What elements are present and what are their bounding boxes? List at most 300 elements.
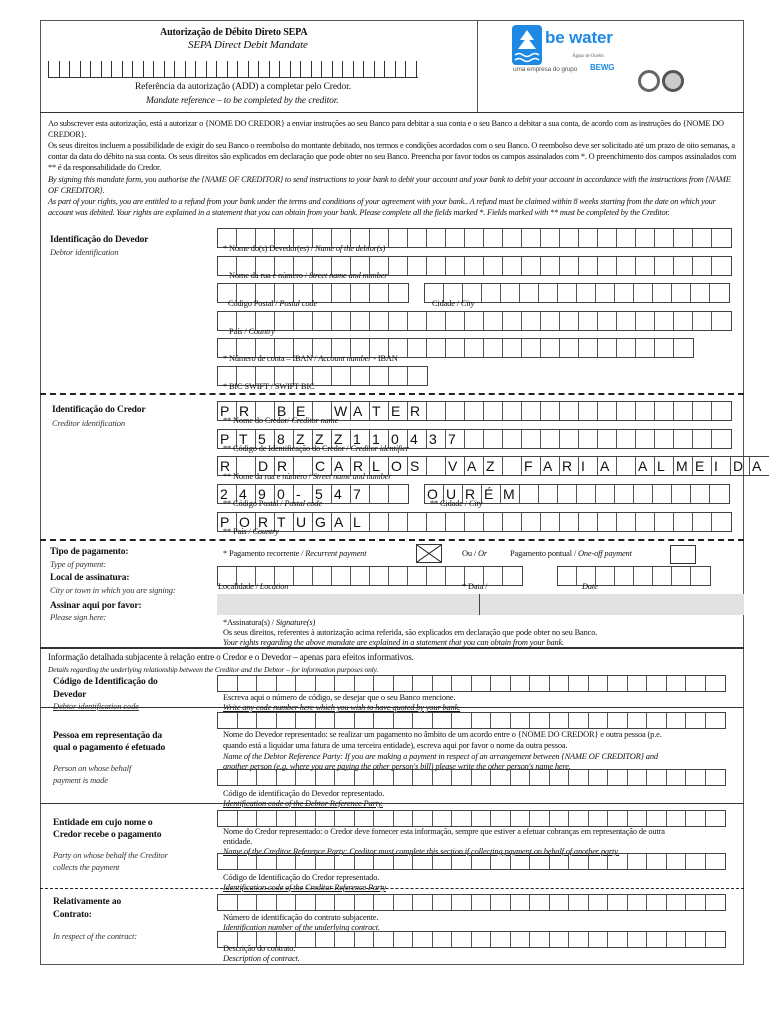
char-cell: I: [579, 457, 598, 475]
reference-tick: [363, 61, 364, 77]
char-cell: [238, 811, 258, 826]
reference-tick: [248, 61, 249, 77]
char-cell: [636, 430, 655, 448]
entity-code-pt: Código de Identificação do Credor representado.: [223, 873, 380, 882]
char-cell: [452, 676, 472, 691]
char-cell: L: [351, 513, 370, 531]
sign-here-subtitle: Please sign here:: [50, 612, 107, 622]
reference-tick: [258, 61, 259, 77]
debtor-street-label-en: Street name and number: [308, 271, 388, 280]
char-cell: [598, 312, 617, 330]
char-cell: [296, 854, 316, 869]
creditor-reference-code-input[interactable]: [217, 853, 726, 870]
char-cell: [433, 895, 453, 910]
char-cell: [686, 811, 706, 826]
signature-field-1[interactable]: [217, 594, 480, 615]
char-cell: 4: [408, 430, 427, 448]
char-cell: [511, 676, 531, 691]
intro-en-1: By signing this mandate form, you authorise the {NAME OF CREDITOR} to send instructions to your bank to debit your account and your bank to debit your account in accordance with the instructions from {NAME OF CREDITOR}.: [48, 175, 731, 195]
char-cell: [257, 676, 277, 691]
char-cell: [238, 895, 258, 910]
char-cell: [491, 932, 511, 947]
char-cell: [394, 854, 414, 869]
date-input[interactable]: [557, 566, 711, 586]
debtor-reference-name-input[interactable]: [217, 712, 726, 729]
char-cell: [579, 430, 598, 448]
char-cell: 1: [370, 430, 389, 448]
reference-tick: [80, 61, 81, 77]
char-cell: [277, 811, 297, 826]
char-cell: [446, 402, 465, 420]
char-cell: [569, 676, 589, 691]
char-cell: [560, 430, 579, 448]
entity-title-2: Credor recebe o pagamento: [53, 830, 162, 840]
char-cell: [484, 257, 503, 275]
char-cell: [257, 811, 277, 826]
char-cell: A: [465, 457, 484, 475]
debtor-code-title-2: Devedor: [53, 690, 87, 700]
char-cell: [560, 402, 579, 420]
char-cell: [408, 367, 427, 385]
group-prefix: uma empresa do grupo: [513, 66, 578, 73]
contract-id-input[interactable]: [217, 894, 726, 911]
char-cell: [686, 676, 706, 691]
char-cell: [355, 895, 375, 910]
char-cell: [370, 567, 389, 585]
char-cell: [484, 229, 503, 247]
char-cell: [351, 284, 370, 302]
char-cell: [691, 485, 710, 503]
creditor-street-label-en: Street name and number: [312, 472, 392, 481]
char-cell: [706, 895, 726, 910]
char-cell: [503, 312, 522, 330]
char-cell: [712, 312, 731, 330]
char-cell: [674, 257, 693, 275]
entity-pt-2: entidade.: [223, 837, 253, 846]
char-cell: 9: [256, 485, 275, 503]
char-cell: [370, 284, 389, 302]
reference-tick: [405, 61, 406, 77]
char-cell: [484, 513, 503, 531]
char-cell: [598, 513, 617, 531]
char-cell: [647, 713, 667, 728]
char-cell: [257, 770, 277, 785]
person-title-2: qual o pagamento é efetuado: [53, 743, 166, 753]
char-cell: [277, 895, 297, 910]
char-cell: A: [636, 457, 655, 475]
debtor-iban-label: * Número de conta – IBAN /: [223, 354, 319, 363]
char-cell: [520, 284, 539, 302]
reference-tick: [342, 61, 343, 77]
debtor-reference-code-input[interactable]: [217, 769, 726, 786]
char-cell: [596, 485, 615, 503]
creditor-country-label-en: Country: [252, 527, 279, 536]
char-cell: [413, 770, 433, 785]
location-label: Localidade /: [218, 582, 260, 591]
char-cell: 8: [275, 430, 294, 448]
char-cell: [706, 713, 726, 728]
char-cell: [427, 457, 446, 475]
creditor-city-label: ** Cidade /: [430, 499, 469, 508]
char-cell: [598, 257, 617, 275]
certification-seal-icon: [662, 70, 684, 92]
char-cell: [351, 567, 370, 585]
char-cell: [541, 430, 560, 448]
char-cell: [667, 811, 687, 826]
debtor-city-label-en: City: [460, 299, 475, 308]
char-cell: [427, 402, 446, 420]
char-cell: R: [275, 457, 294, 475]
char-cell: [370, 312, 389, 330]
char-cell: [655, 229, 674, 247]
recurrent-label-en: Recurrent payment: [305, 549, 367, 558]
char-cell: [686, 770, 706, 785]
char-cell: [636, 229, 655, 247]
char-cell: 0: [275, 485, 294, 503]
char-cell: [277, 676, 297, 691]
char-cell: [316, 770, 336, 785]
char-cell: [394, 770, 414, 785]
debtor-code-subtitle: Debtor identification code: [53, 701, 139, 711]
char-cell: [313, 567, 332, 585]
char-cell: [615, 284, 634, 302]
char-cell: [672, 284, 691, 302]
payment-type-subtitle: Type of payment:: [50, 559, 106, 569]
char-cell: I: [712, 457, 731, 475]
char-cell: [218, 811, 238, 826]
char-cell: [655, 513, 674, 531]
location-label-en: Location: [259, 582, 289, 591]
char-cell: [589, 713, 609, 728]
creditor-country-field[interactable]: [217, 512, 732, 532]
char-cell: [522, 402, 541, 420]
char-cell: [511, 854, 531, 869]
form-subtitle: SEPA Direct Debit Mandate: [188, 39, 308, 51]
char-cell: [389, 312, 408, 330]
char-cell: [674, 513, 693, 531]
char-cell: É: [482, 485, 501, 503]
contract-title: Relativamente ao: [53, 897, 122, 907]
char-cell: [484, 402, 503, 420]
char-cell: [520, 485, 539, 503]
char-cell: [491, 770, 511, 785]
entity-subtitle-2: collects the payment: [53, 862, 120, 872]
char-cell: [433, 854, 453, 869]
char-cell: Z: [484, 457, 503, 475]
char-cell: [598, 430, 617, 448]
char-cell: [655, 402, 674, 420]
char-cell: [655, 257, 674, 275]
char-cell: [617, 430, 636, 448]
intro-pt-2: Os seus direitos incluem a possibilidade de exigir do seu Banco o reembolso do montante debitado, nos termos e condições acordados com o seu Banco. O reembolso deve ser solicitado até um prazo de oito semanas, a contar da data do débito na sua conta. Os seus direitos são explicados em declaração que pode obter no seu Banco. Preencha por favor todos os campos assinalados com *. O preenchimento dos campos assinalados com ** é da responsabilidade do Credor.: [48, 141, 737, 172]
char-cell: [647, 932, 667, 947]
char-cell: [433, 676, 453, 691]
char-cell: [472, 895, 492, 910]
char-cell: [530, 676, 550, 691]
char-cell: [579, 513, 598, 531]
debtor-street-label: Nome da rua e número /: [229, 271, 309, 280]
char-cell: [408, 257, 427, 275]
char-cell: A: [332, 457, 351, 475]
debtor-country-input[interactable]: [217, 311, 732, 331]
mandate-reference-field[interactable]: [48, 60, 418, 78]
char-cell: U: [444, 485, 463, 503]
char-cell: [628, 676, 648, 691]
person-subtitle: Person on whose behalf: [53, 763, 132, 773]
section-divider: [40, 539, 744, 541]
reference-tick: [374, 61, 375, 77]
char-cell: [218, 895, 238, 910]
char-cell: [465, 402, 484, 420]
char-cell: [491, 676, 511, 691]
recurrent-label: * Pagamento recorrente /: [223, 549, 306, 558]
char-cell: [316, 895, 336, 910]
char-cell: [569, 713, 589, 728]
section-divider: [40, 803, 744, 804]
char-cell: [257, 854, 277, 869]
reference-tick: [48, 61, 49, 77]
char-cell: [686, 895, 706, 910]
char-cell: [712, 402, 731, 420]
char-cell: A: [351, 402, 370, 420]
char-cell: [374, 811, 394, 826]
contract-desc-pt: Descrição do contrato.: [223, 944, 296, 953]
char-cell: [413, 676, 433, 691]
char-cell: [667, 676, 687, 691]
char-cell: F: [522, 457, 541, 475]
char-cell: [530, 811, 550, 826]
char-cell: [550, 932, 570, 947]
char-cell: [569, 811, 589, 826]
or-label-en: Or: [478, 549, 488, 558]
debtor-section-title: Identificação do Devedor: [50, 235, 149, 245]
char-cell: [560, 513, 579, 531]
char-cell: [655, 430, 674, 448]
char-cell: [636, 402, 655, 420]
char-cell: 4: [332, 485, 351, 503]
debtor-iban-label-en: Account number: [318, 354, 372, 363]
char-cell: [465, 339, 484, 357]
char-cell: [589, 895, 609, 910]
char-cell: [691, 567, 710, 585]
char-cell: [277, 713, 297, 728]
char-cell: [617, 402, 636, 420]
char-cell: [491, 811, 511, 826]
char-cell: L: [370, 457, 389, 475]
char-cell: C: [313, 457, 332, 475]
char-cell: [615, 567, 634, 585]
char-cell: [484, 430, 503, 448]
char-cell: [577, 284, 596, 302]
reference-tick: [237, 61, 238, 77]
creditor-section-subtitle: Creditor identification: [52, 418, 125, 428]
char-cell: [313, 367, 332, 385]
char-cell: [389, 567, 408, 585]
mandate-reference-label: Referência da autorização (ADD) a completar pelo Credor.: [135, 82, 351, 92]
reference-tick: [206, 61, 207, 77]
char-cell: [655, 312, 674, 330]
debtor-iban-suffix: - IBAN: [371, 354, 398, 363]
char-cell: [539, 284, 558, 302]
reference-tick: [395, 61, 396, 77]
char-cell: [374, 932, 394, 947]
char-cell: [355, 811, 375, 826]
char-cell: [712, 430, 731, 448]
char-cell: [511, 770, 531, 785]
char-cell: [503, 513, 522, 531]
char-cell: [608, 932, 628, 947]
contract-title-2: Contrato:: [53, 910, 92, 920]
char-cell: [653, 485, 672, 503]
char-cell: [503, 339, 522, 357]
debtor-section-subtitle: Debtor identification: [50, 247, 119, 257]
checkmark-x-icon: [417, 545, 441, 562]
char-cell: [539, 485, 558, 503]
char-cell: [335, 854, 355, 869]
char-cell: [389, 284, 408, 302]
char-cell: O: [237, 513, 256, 531]
char-cell: [503, 402, 522, 420]
char-cell: [530, 895, 550, 910]
char-cell: [465, 430, 484, 448]
char-cell: [550, 676, 570, 691]
char-cell: [296, 713, 316, 728]
char-cell: E: [389, 402, 408, 420]
brand-subtitle: Águas de Ourém: [572, 54, 604, 59]
char-cell: [374, 895, 394, 910]
char-cell: [316, 811, 336, 826]
signature-field-2[interactable]: [480, 594, 744, 615]
char-cell: S: [408, 457, 427, 475]
char-cell: [316, 713, 336, 728]
char-cell: [667, 713, 687, 728]
char-cell: [608, 895, 628, 910]
contract-subtitle: In respect of the contract:: [53, 931, 137, 941]
char-cell: [335, 932, 355, 947]
char-cell: [511, 811, 531, 826]
char-cell: [351, 312, 370, 330]
char-cell: [296, 895, 316, 910]
form-title: Autorização de Débito Direto SEPA: [160, 27, 308, 38]
char-cell: [617, 513, 636, 531]
char-cell: [686, 854, 706, 869]
char-cell: [394, 895, 414, 910]
char-cell: [686, 932, 706, 947]
char-cell: [617, 457, 636, 475]
char-cell: [465, 513, 484, 531]
entity-pt-1: Nome do Credor representado: o Credor deve fornecer esta informação, sempre que estiver a efetuar cobranças em representação de outra: [223, 827, 665, 836]
char-cell: 0: [389, 430, 408, 448]
char-cell: [693, 257, 712, 275]
char-cell: [541, 402, 560, 420]
char-cell: [332, 312, 351, 330]
creditor-reference-name-input[interactable]: [217, 810, 726, 827]
signing-location-title: Local de assinatura:: [50, 573, 130, 583]
reference-tick: [216, 61, 217, 77]
char-cell: [452, 811, 472, 826]
char-cell: [636, 339, 655, 357]
char-cell: [560, 229, 579, 247]
char-cell: [569, 895, 589, 910]
char-cell: [550, 895, 570, 910]
oneoff-payment-checkbox[interactable]: [670, 545, 696, 564]
char-cell: M: [674, 457, 693, 475]
reference-tick: [164, 61, 165, 77]
group-name: BEWG: [590, 63, 615, 72]
creditor-country-label: ** País /: [223, 527, 253, 536]
char-cell: [370, 367, 389, 385]
person-en-2: another person (e.g. where you are paying the other person's bill) please write the other person's name here.: [223, 762, 571, 771]
char-cell: [452, 895, 472, 910]
char-cell: [503, 229, 522, 247]
char-cell: Z: [294, 430, 313, 448]
debtor-name-label-en: Name of the debtor(s): [315, 244, 386, 253]
char-cell: [408, 513, 427, 531]
char-cell: 7: [351, 485, 370, 503]
char-cell: D: [731, 457, 750, 475]
debtor-code-en: Write any code number here which you wish to have quoted by your bank.: [223, 703, 461, 712]
creditor-street-label: ** Nome da rua e número /: [223, 472, 313, 481]
char-cell: [427, 339, 446, 357]
reference-tick: [101, 61, 102, 77]
contract-id-en: Identification number of the underlying contract.: [223, 923, 380, 932]
char-cell: [374, 770, 394, 785]
char-cell: [667, 770, 687, 785]
char-cell: [655, 339, 674, 357]
recurrent-payment-checkbox[interactable]: [416, 544, 442, 563]
debtor-code-input[interactable]: [217, 675, 726, 692]
char-cell: [628, 854, 648, 869]
reference-tick: [353, 61, 354, 77]
char-cell: [550, 770, 570, 785]
char-cell: [667, 932, 687, 947]
char-cell: [296, 811, 316, 826]
or-label: Ou /: [462, 549, 479, 558]
char-cell: [446, 312, 465, 330]
char-cell: [413, 854, 433, 869]
char-cell: R: [218, 457, 237, 475]
char-cell: [706, 676, 726, 691]
reference-tick: [122, 61, 123, 77]
char-cell: E: [693, 457, 712, 475]
char-cell: [389, 257, 408, 275]
char-cell: [596, 567, 615, 585]
char-cell: [560, 339, 579, 357]
signing-location-subtitle: City or town in which you are signing:: [50, 585, 176, 595]
char-cell: [522, 513, 541, 531]
details-subtitle: Details regarding the underlying relationship between the Creditor and the Debtor – for information purposes only.: [48, 665, 379, 674]
entity-code-en: Identification code of the Creditor Reference Party: [223, 883, 386, 892]
person-pt-1: Nome do Devedor representado: se realizar um pagamento no âmbito de um acordo entre o {NOME DO CREDOR} e outra pessoa (p.e.: [223, 730, 662, 739]
char-cell: [452, 770, 472, 785]
signature-label: *Assinatura(s) /: [223, 618, 276, 627]
char-cell: [408, 312, 427, 330]
char-cell: [427, 513, 446, 531]
char-cell: Z: [332, 430, 351, 448]
char-cell: [296, 676, 316, 691]
char-cell: O: [389, 457, 408, 475]
reference-tick: [384, 61, 385, 77]
char-cell: [501, 284, 520, 302]
char-cell: [550, 811, 570, 826]
char-cell: [218, 770, 238, 785]
char-cell: [653, 284, 672, 302]
char-cell: Z: [313, 430, 332, 448]
char-cell: [569, 770, 589, 785]
char-cell: [408, 567, 427, 585]
char-cell: [541, 229, 560, 247]
char-cell: [541, 257, 560, 275]
